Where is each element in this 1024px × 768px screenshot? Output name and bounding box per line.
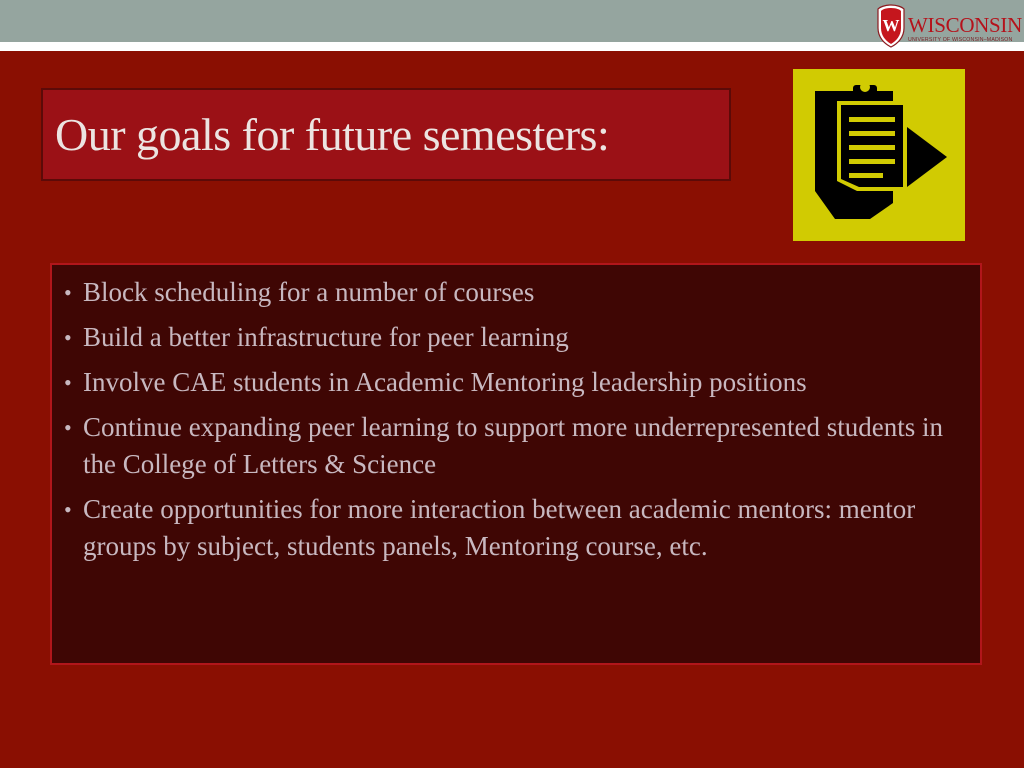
content-box: [50, 263, 982, 665]
logo-wordmark: WISCONSIN: [908, 12, 1022, 37]
crest-icon: [876, 4, 906, 48]
clipboard-arrow-tile: [793, 69, 965, 241]
list-item: [64, 274, 960, 311]
list-item-text: Build a better infrastructure for peer learning: [83, 322, 569, 352]
bullet-icon: •: [64, 280, 72, 305]
bullet-icon: •: [64, 497, 72, 522]
list-item: [64, 364, 960, 401]
list-item-text: Create opportunities for more interaction between academic mentors: mentor groups by subject, students panels, Mentoring course, etc.: [83, 494, 916, 561]
crest-letter: W: [882, 16, 900, 35]
bullet-icon: •: [64, 370, 72, 395]
clipboard-arrow-icon: [793, 69, 965, 241]
list-item-text: Continue expanding peer learning to support more underrepresented students in the College of Letters & Science: [83, 412, 944, 479]
list-item-text: Block scheduling for a number of courses: [83, 277, 535, 307]
page-title: Our goals for future semesters:: [55, 109, 610, 160]
logo-subtext: UNIVERSITY OF WISCONSIN–MADISON: [908, 36, 1013, 43]
list-item: [64, 491, 960, 565]
goals-list: [52, 265, 980, 565]
header-band: [0, 0, 1024, 42]
title-box: [41, 88, 731, 181]
uw-madison-logo: [876, 2, 1022, 50]
list-item: [64, 319, 960, 356]
bullet-icon: •: [64, 415, 72, 440]
list-item-text: Involve CAE students in Academic Mentoring leadership positions: [83, 367, 807, 397]
bullet-icon: •: [64, 325, 72, 350]
header-divider: [0, 42, 1024, 51]
list-item: [64, 409, 960, 483]
